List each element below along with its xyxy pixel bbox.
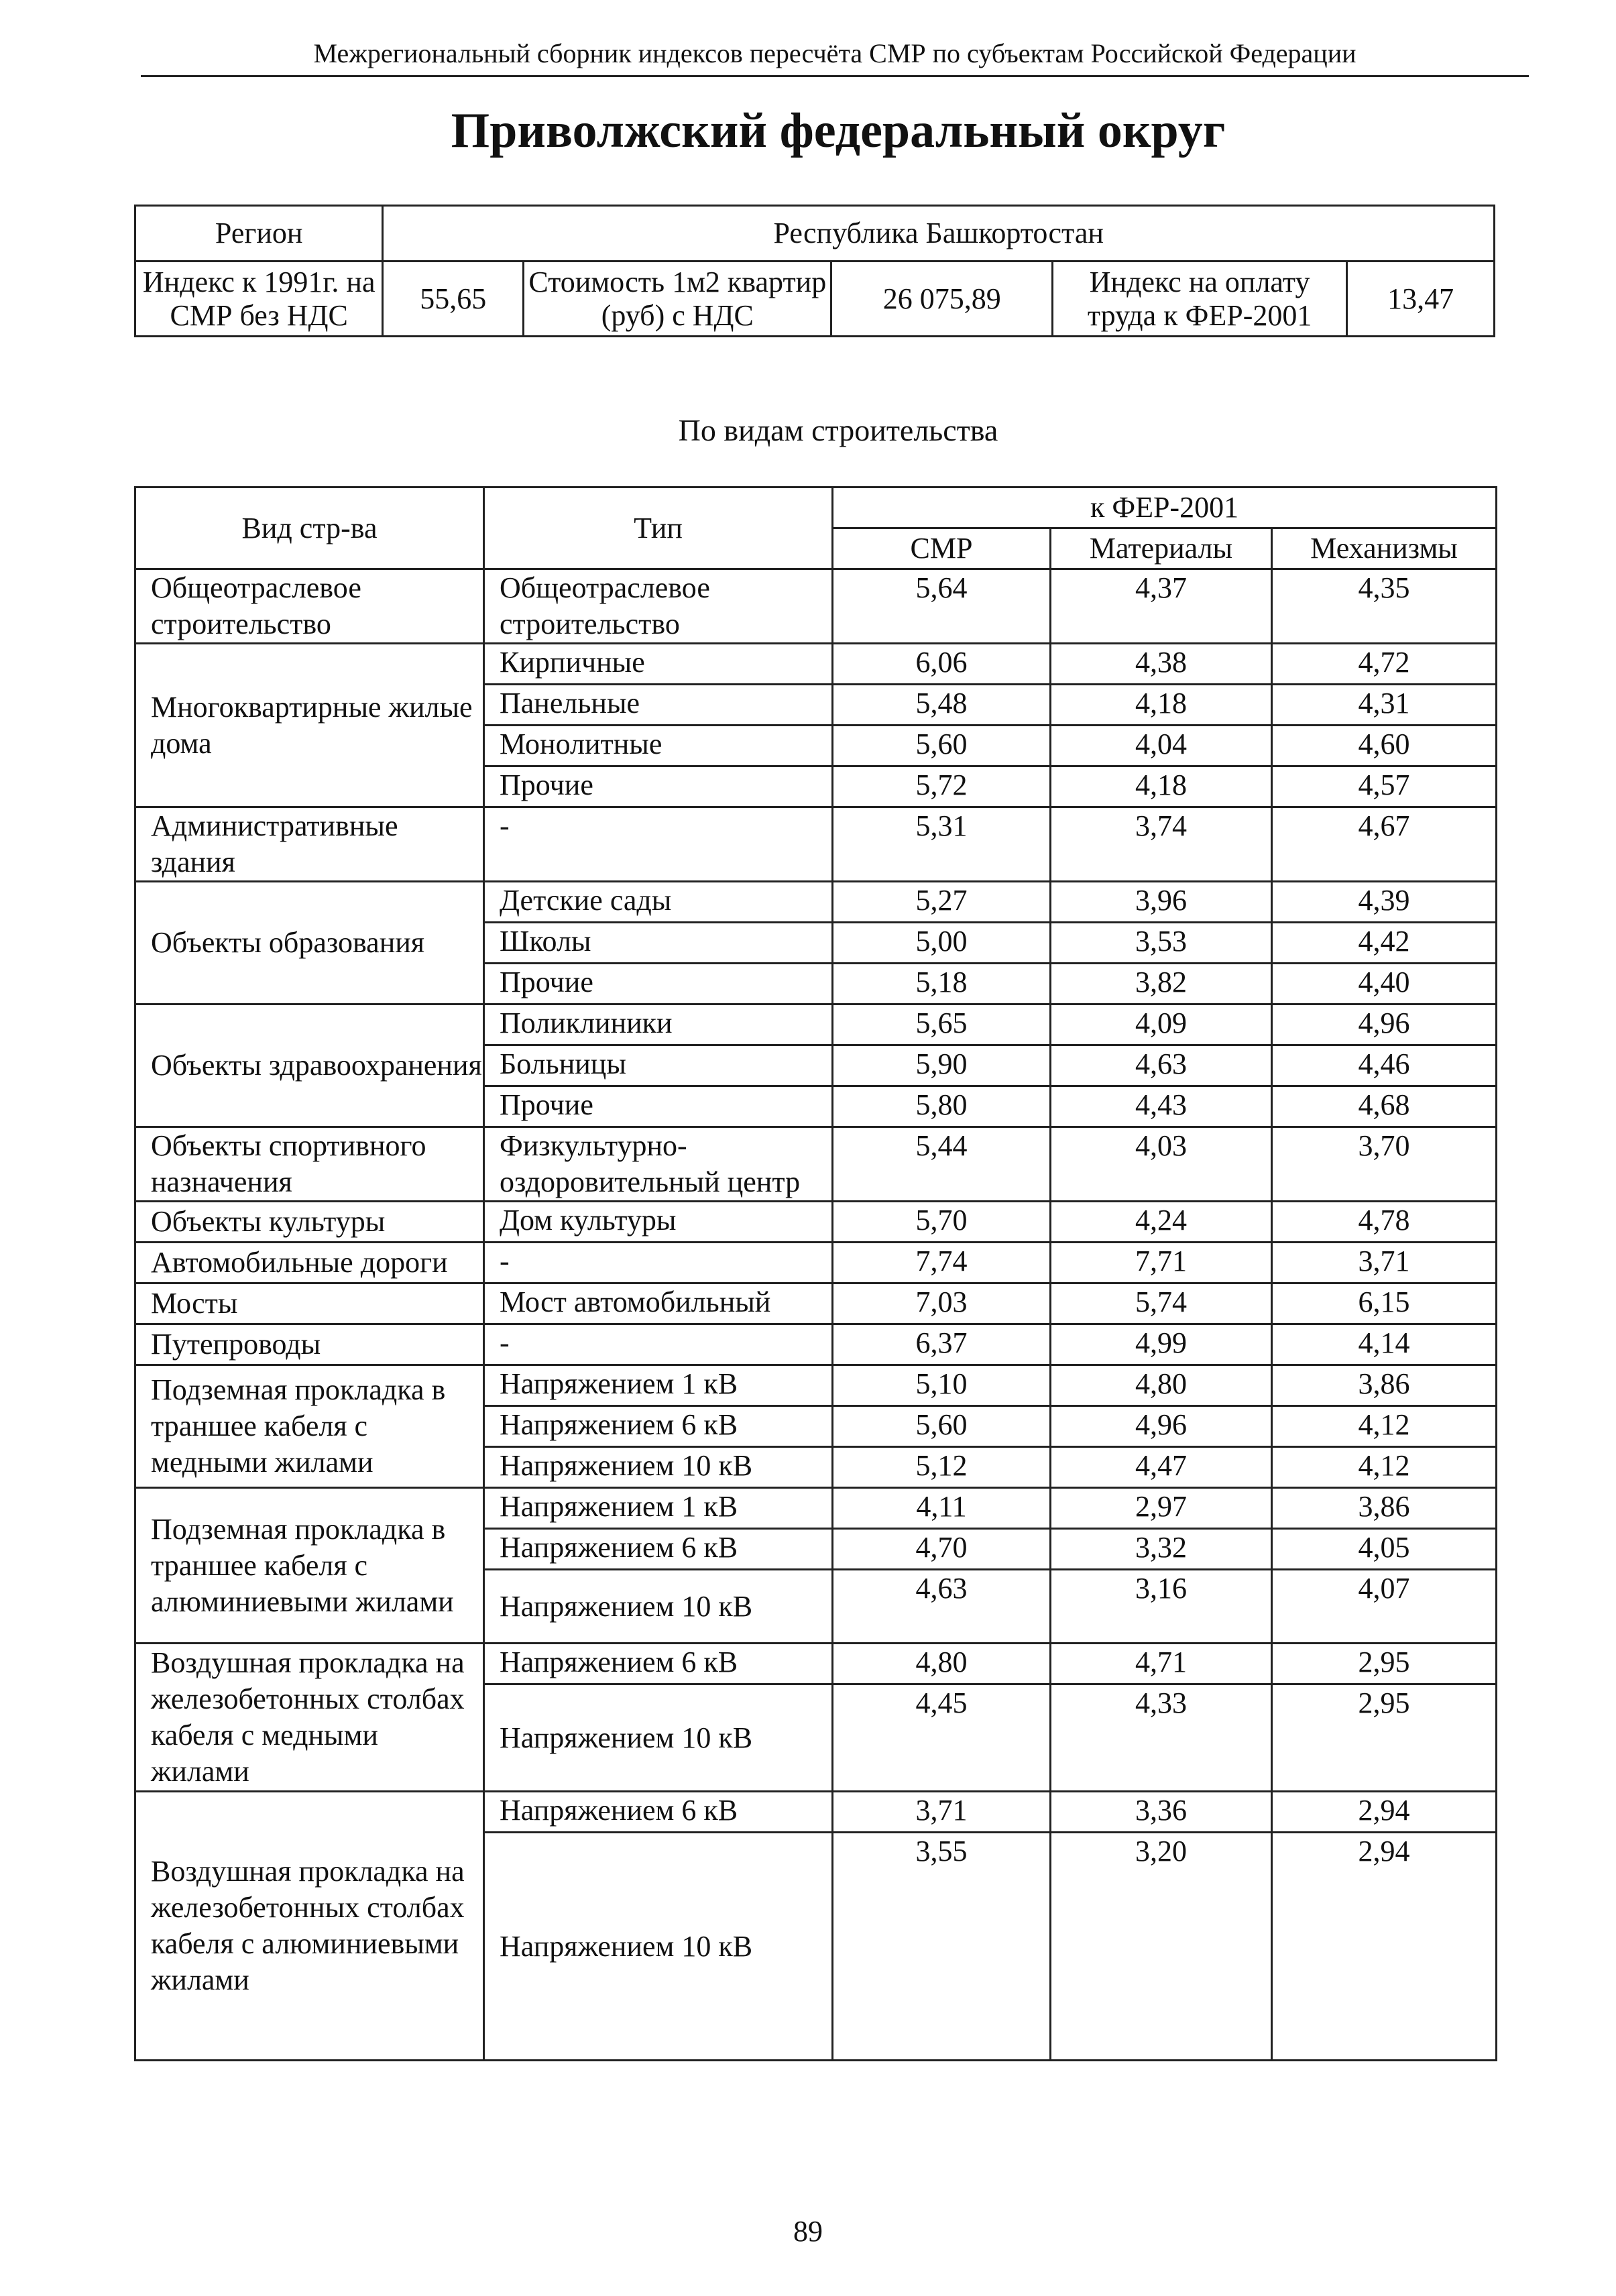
row-type: Общеотраслевое строительство — [484, 569, 833, 644]
row-type: Напряжением 6 кВ — [484, 1644, 833, 1684]
group-name: Административные здания — [135, 807, 484, 882]
value-smr: 5,12 — [833, 1447, 1051, 1488]
group-name: Объекты здравоохранения — [135, 1005, 484, 1127]
table-row — [135, 807, 1497, 882]
value-materials: 4,63 — [1051, 1045, 1272, 1086]
value-materials: 4,18 — [1051, 766, 1272, 807]
value-smr: 5,64 — [833, 569, 1051, 644]
value-mechanisms: 4,40 — [1272, 964, 1497, 1005]
value-mechanisms: 4,68 — [1272, 1086, 1497, 1127]
value-materials: 4,03 — [1051, 1127, 1272, 1202]
value-materials: 4,99 — [1051, 1324, 1272, 1365]
table-row — [135, 1488, 1497, 1529]
row-type: Детские сады — [484, 882, 833, 923]
value-mechanisms: 4,60 — [1272, 726, 1497, 766]
table-row — [135, 1243, 1497, 1283]
value-smr: 5,31 — [833, 807, 1051, 882]
group-name: Подземная прокладка в траншее кабеля с медными жилами — [135, 1365, 484, 1488]
page-title: Приволжский федеральный округ — [451, 103, 1226, 158]
value-smr: 5,18 — [833, 964, 1051, 1005]
value-smr: 5,65 — [833, 1005, 1051, 1045]
row-type: Прочие — [484, 766, 833, 807]
value-smr: 7,03 — [833, 1283, 1051, 1324]
value-smr: 4,63 — [833, 1570, 1051, 1644]
value-mechanisms: 4,14 — [1272, 1324, 1497, 1365]
row-type: Монолитные — [484, 726, 833, 766]
value-mechanisms: 4,12 — [1272, 1447, 1497, 1488]
value-smr: 4,11 — [833, 1488, 1051, 1529]
value-materials: 3,36 — [1051, 1792, 1272, 1833]
value-smr: 6,06 — [833, 644, 1051, 685]
value-smr: 5,27 — [833, 882, 1051, 923]
group-name: Объекты культуры — [135, 1202, 484, 1243]
value-materials: 3,74 — [1051, 807, 1272, 882]
value-smr: 4,45 — [833, 1684, 1051, 1792]
value-mechanisms: 2,95 — [1272, 1684, 1497, 1792]
row-type: Напряжением 6 кВ — [484, 1406, 833, 1447]
value-materials: 3,20 — [1051, 1833, 1272, 2061]
value-mechanisms: 3,71 — [1272, 1243, 1497, 1283]
value-mechanisms: 4,05 — [1272, 1529, 1497, 1570]
value-smr: 5,10 — [833, 1365, 1051, 1406]
value-materials: 4,04 — [1051, 726, 1272, 766]
header-fer: к ФЕР-2001 — [833, 487, 1497, 528]
row-type: Напряжением 1 кВ — [484, 1365, 833, 1406]
value-materials: 4,24 — [1051, 1202, 1272, 1243]
row-type: Дом культуры — [484, 1202, 833, 1243]
group-name: Путепроводы — [135, 1324, 484, 1365]
row-type: Напряжением 10 кВ — [484, 1570, 833, 1644]
region-table — [134, 205, 1495, 337]
value-mechanisms: 6,15 — [1272, 1283, 1497, 1324]
value-mechanisms: 4,31 — [1272, 685, 1497, 726]
section-subtitle: По видам строительства — [678, 413, 998, 447]
row-type: - — [484, 1243, 833, 1283]
row-type: Напряжением 10 кВ — [484, 1684, 833, 1792]
header-materials: Материалы — [1051, 528, 1272, 569]
table-row — [135, 882, 1497, 923]
value-mechanisms: 4,12 — [1272, 1406, 1497, 1447]
value-materials: 4,18 — [1051, 685, 1272, 726]
wage-index-label: Индекс на оплату труда к ФЕР-2001 — [1052, 262, 1346, 337]
value-mechanisms: 4,39 — [1272, 882, 1497, 923]
table-row — [135, 1202, 1497, 1243]
row-type: Мост автомобильный — [484, 1283, 833, 1324]
value-smr: 5,90 — [833, 1045, 1051, 1086]
value-smr: 5,70 — [833, 1202, 1051, 1243]
row-type: Панельные — [484, 685, 833, 726]
value-materials: 3,82 — [1051, 964, 1272, 1005]
value-mechanisms: 4,78 — [1272, 1202, 1497, 1243]
value-materials: 7,71 — [1051, 1243, 1272, 1283]
value-smr: 5,80 — [833, 1086, 1051, 1127]
value-smr: 5,00 — [833, 923, 1051, 964]
group-name: Объекты спортивного назначения — [135, 1127, 484, 1202]
value-materials: 4,96 — [1051, 1406, 1272, 1447]
group-name: Мосты — [135, 1283, 484, 1324]
value-mechanisms: 2,95 — [1272, 1644, 1497, 1684]
index-1991-value: 55,65 — [383, 262, 524, 337]
cost-label: Стоимость 1м2 квартир (руб) с НДС — [524, 262, 831, 337]
value-materials: 4,09 — [1051, 1005, 1272, 1045]
group-name: Общеотраслевое строительство — [135, 569, 484, 644]
value-materials: 3,53 — [1051, 923, 1272, 964]
value-mechanisms: 3,86 — [1272, 1488, 1497, 1529]
group-name: Объекты образования — [135, 882, 484, 1005]
row-type: Поликлиники — [484, 1005, 833, 1045]
row-type: Напряжением 1 кВ — [484, 1488, 833, 1529]
value-materials: 4,38 — [1051, 644, 1272, 685]
group-name: Подземная прокладка в траншее кабеля с алюминиевыми жилами — [135, 1488, 484, 1644]
header-smr: СМР — [833, 528, 1051, 569]
row-type: Прочие — [484, 964, 833, 1005]
value-materials: 4,33 — [1051, 1684, 1272, 1792]
value-mechanisms: 4,46 — [1272, 1045, 1497, 1086]
header-kind: Вид стр-ва — [135, 487, 484, 569]
value-materials: 5,74 — [1051, 1283, 1272, 1324]
value-smr: 4,70 — [833, 1529, 1051, 1570]
table-row — [135, 1324, 1497, 1365]
group-name: Автомобильные дороги — [135, 1243, 484, 1283]
table-row — [135, 1127, 1497, 1202]
row-type: Напряжением 6 кВ — [484, 1792, 833, 1833]
value-mechanisms: 4,07 — [1272, 1570, 1497, 1644]
index-1991-label: Индекс к 1991г. на СМР без НДС — [135, 262, 383, 337]
row-type: - — [484, 1324, 833, 1365]
value-smr: 5,44 — [833, 1127, 1051, 1202]
header-row-1 — [135, 487, 1497, 528]
value-materials: 3,32 — [1051, 1529, 1272, 1570]
value-mechanisms: 3,86 — [1272, 1365, 1497, 1406]
region-label: Регион — [135, 206, 383, 262]
value-materials: 4,71 — [1051, 1644, 1272, 1684]
value-mechanisms: 4,96 — [1272, 1005, 1497, 1045]
row-type: Напряжением 10 кВ — [484, 1447, 833, 1488]
header-mechanisms: Механизмы — [1272, 528, 1497, 569]
value-smr: 4,80 — [833, 1644, 1051, 1684]
indices-table — [134, 486, 1497, 2061]
table-row — [135, 644, 1497, 685]
indices-row — [135, 262, 1495, 337]
row-type: Прочие — [484, 1086, 833, 1127]
value-mechanisms: 4,35 — [1272, 569, 1497, 644]
region-row — [135, 206, 1495, 262]
value-materials: 3,96 — [1051, 882, 1272, 923]
value-materials: 4,37 — [1051, 569, 1272, 644]
value-smr: 6,37 — [833, 1324, 1051, 1365]
table-row — [135, 1365, 1497, 1406]
value-smr: 5,72 — [833, 766, 1051, 807]
group-name: Воздушная прокладка на железобетонных столбах кабеля с алюминиевыми жилами — [135, 1792, 484, 2061]
running-header: Межрегиональный сборник индексов пересчёта СМР по субъектам Российской Федерации — [141, 35, 1529, 77]
table-row — [135, 1644, 1497, 1684]
group-name: Воздушная прокладка на железобетонных столбах кабеля с медными жилами — [135, 1644, 484, 1792]
region-value: Республика Башкортостан — [383, 206, 1495, 262]
table-body — [135, 569, 1497, 2061]
value-smr: 5,60 — [833, 726, 1051, 766]
value-materials: 4,47 — [1051, 1447, 1272, 1488]
value-smr: 7,74 — [833, 1243, 1051, 1283]
group-name: Многоквартирные жилые дома — [135, 644, 484, 807]
row-type: - — [484, 807, 833, 882]
value-smr: 5,60 — [833, 1406, 1051, 1447]
value-materials: 2,97 — [1051, 1488, 1272, 1529]
value-mechanisms: 4,67 — [1272, 807, 1497, 882]
row-type: Больницы — [484, 1045, 833, 1086]
row-type: Школы — [484, 923, 833, 964]
value-smr: 5,48 — [833, 685, 1051, 726]
row-type: Напряжением 10 кВ — [484, 1833, 833, 2061]
value-mechanisms: 4,72 — [1272, 644, 1497, 685]
table-row — [135, 1005, 1497, 1045]
cost-value: 26 075,89 — [831, 262, 1052, 337]
row-type: Физкультурно-оздоровительный центр — [484, 1127, 833, 1202]
value-smr: 3,71 — [833, 1792, 1051, 1833]
table-row — [135, 1283, 1497, 1324]
value-materials: 3,16 — [1051, 1570, 1272, 1644]
wage-index-value: 13,47 — [1347, 262, 1495, 337]
value-mechanisms: 4,57 — [1272, 766, 1497, 807]
page-number: 89 — [793, 2215, 823, 2248]
value-mechanisms: 2,94 — [1272, 1833, 1497, 2061]
table-row — [135, 569, 1497, 644]
value-mechanisms: 4,42 — [1272, 923, 1497, 964]
value-materials: 4,43 — [1051, 1086, 1272, 1127]
value-smr: 3,55 — [833, 1833, 1051, 2061]
table-row — [135, 1792, 1497, 1833]
row-type: Кирпичные — [484, 644, 833, 685]
value-mechanisms: 2,94 — [1272, 1792, 1497, 1833]
value-mechanisms: 3,70 — [1272, 1127, 1497, 1202]
value-materials: 4,80 — [1051, 1365, 1272, 1406]
header-type: Тип — [484, 487, 833, 569]
row-type: Напряжением 6 кВ — [484, 1529, 833, 1570]
